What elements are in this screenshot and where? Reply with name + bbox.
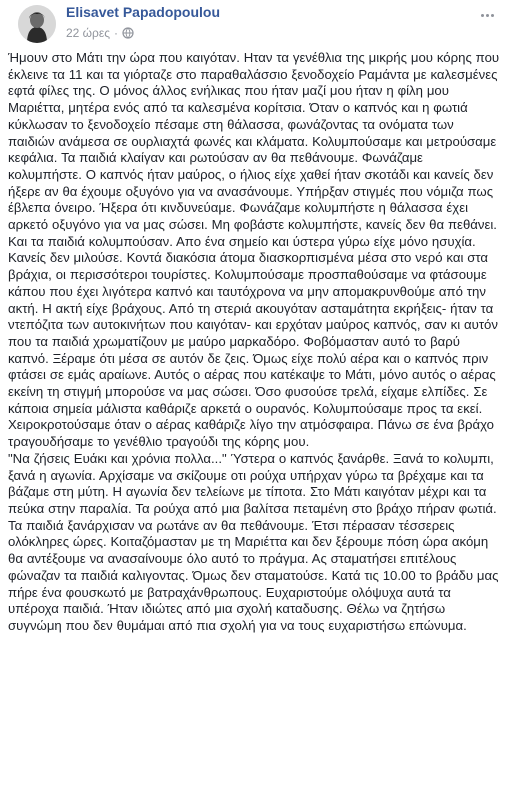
avatar-photo	[18, 5, 56, 43]
globe-icon[interactable]	[122, 27, 134, 39]
meta-separator: ·	[114, 26, 119, 40]
post-text: Ήμουν στο Μάτι την ώρα που καιγόταν. Ηταν τα γενέθλια της μικρής μου κόρης που έκλεινε τα 11 και τα γιόρταζε στο παραθαλάσσιο ξενοδοχείο Ραμάντα με καλεσμένες εφτά φίλες της. Ο μόνος άλλος ενήλικας που ήταν μαζί μου ήταν η φίλη μου Μαριέττα, μητέρα ενός από τα καλεσμένα κορίτσια. Όταν ο καπνός και η φωτιά κύκλωσαν το ξενοδοχείο πέσαμε στη θάλασσα, φωνάζοντας τα ονόματα των παιδιών ανάμεσα σε ουρλιαχτά φωνές και κλάματα. Κολυμπούσαμε και μετρούσαμε κεφάλια. Τα παιδιά κλαίγαν και ρωτούσαν αν θα πεθάνουμε. Φωνάζαμε κολυμπήστε. Ο καπνός ήταν μαύρος, ο ήλιος είχε χαθεί ήταν σκοτάδι και κανείς δεν ήξερε αν θα έχουμε οξυγόνο για να ανασάνουμε. Υπήρξαν στιγμές που νόμιζα πως έβλεπα όνειρο. Ήξερα ότι κινδυνεύαμε. Φωνάζαμε κολυμπήστε η θάλασσα έχει αρκετό οξυγόνο για να μας σώσει. Μη φοβάστε κολυμπήστε, κανείς δεν θα πεθάνει. Και τα παιδιά κολυμπούσαν. Απο ένα σημείο και ύστερα γύρω είχε μόνο ησυχία. Κανείς δεν μιλούσε. Κοντά διακόσια άτομα διασκορπισμένα μέσα στο νερό και στα βράχια, οι περισσότεροι τουρίστες. Κολυμπούσαμε προσπαθούσαμε να φτάσουμε κάπου που έχει λιγότερα καπνό και ταυτόχρονα να μην απομακρυνθούμε από την ακτή. Η ακτή είχε βράχους. Από τη στεριά ακουγόταν ασταμάτητα εκρήξεις- ήταν τα ντεπόζιτα των αυτοκινήτων που καιγόταν- και ερχόταν μαύρος καπνός, σαν κι αυτόν που τα παιδιά χρωματίζουν με μαύρο μαρκαδόρο. Φοβόμασταν αυτό το βαρύ καπνό. Ξέραμε ότι μέσα σε αυτόν δε ζεις. Όμως είχε πολύ αέρα και ο καπνός πριν φτάσει σε εμάς αραίωνε. Αυτός ο αέρας που κατέκαψε το Μάτι, μόνο αυτός ο αέρας εκείνη τη στιγμή μπορούσε να μας σώσει. Όσο φυσούσε τρελά, είχαμε ελπίδες. Σε κάποια σημεία μάλιστα καθάριζε αρκετά ο ουρανός. Κολυμπούσαμε προς τα εκεί. Χειροκροτούσαμε όταν ο αέρας καθάριζε λίγο την ατμόσφαιρα. Πάνω σε ένα βράχο τραγουδήσαμε το γενέθλιο τραγούδι της κόρης μου. "Να ζήσεις Ευάκι και χρόνια πολλα..." Ύστερα ο καπνός ξανάρθε. Ξανά το κολυμπι, ξανά η αγωνία. Αρχίσαμε να σκίζουμε οτι ρούχα υπήρχαν γύρω τα βρέχαμε και τα βάζαμε στη μύτη. Η αγωνία δεν τελείωνε με τίποτα. Στο Μάτι καιγόταν μέχρι και τα πεύκα στην παραλία. Τα ρούχα από μια βαλίτσα πεταμένη στο βράχο πήραν φωτιά. Τα παιδιά ξανάρχισαν να ρωτάνε αν θα πεθάνουμε. Έτσι πέρασαν τέσσερεις ολόκληρες ώρες. Κοιταζόμασταν με τη Μαριέττα και δεν ξέρουμε πόση ώρα ακόμη θα αντέξουμε να ανασαίνουμε όλο αυτό το πράγμα. Ας σταματήσει επιτέλους φώναζαν τα παιδιά καλιγοντας. Όμως δεν σταματούσε. Κατά τις 10.00 το βράδυ μας πήρε ένα φουσκωτό με βατραχάνθρωπους. Ευχαριστούμε ολόψυχα αυτά τα υπέροχα παιδιά. Ήταν ιδιώτες από μια σχολή καταδυσης. Θέλω να ζητήσω συγνώμη που δεν θυμάμαι από πια σχολή για να τους ευχαριστήσω επώνυμα.	[8, 50, 500, 633]
avatar[interactable]	[18, 5, 56, 43]
post-meta	[66, 26, 134, 40]
author-name[interactable]: Elisavet Papadopoulou	[66, 4, 221, 20]
post-timestamp[interactable]: 22 ώρες	[66, 26, 111, 40]
more-options-icon[interactable]	[478, 6, 496, 24]
post-header	[10, 0, 500, 50]
